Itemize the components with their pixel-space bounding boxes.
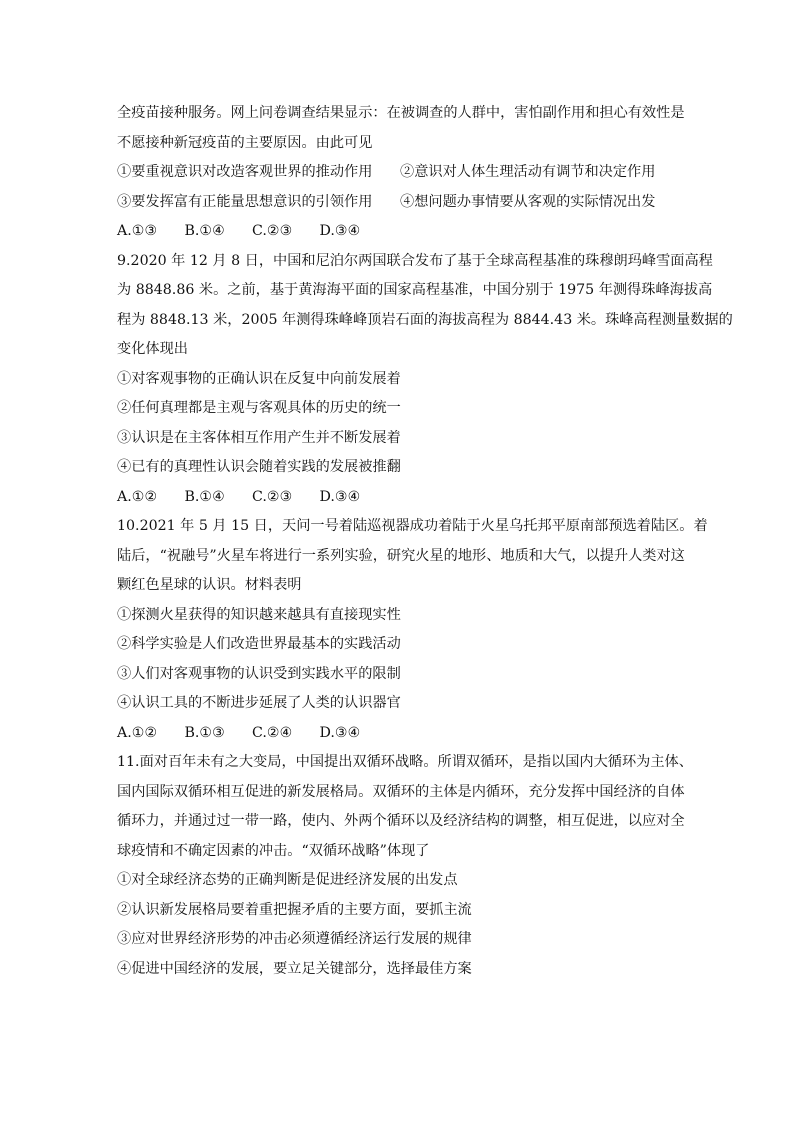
- question-11-option-1: ①对全球经济态势的正确判断是促进经济发展的出发点: [117, 872, 458, 888]
- question-9: [117, 247, 733, 513]
- question-10-stem-line-3: 颗红色星球的认识。材料表明: [117, 577, 302, 593]
- question-9-option-3: ③认识是在主客体相互作用产生并不断发展着: [117, 429, 401, 446]
- question-10-option-3: ③人们对客观事物的认识受到实践水平的限制: [117, 665, 401, 682]
- question-9-answer-b: B.①④: [184, 488, 225, 505]
- question-9-stem-line-3: 程为 8848.13 米，2005 年测得珠峰峰顶岩石面的海拔高程为 8844.43 米。珠峰高程测量数据的: [117, 311, 733, 328]
- question-8-options-row-2: [117, 188, 682, 218]
- question-9-option-2: ②任何真理都是主观与客观具体的历史的统一: [117, 400, 401, 416]
- question-9-option-1: ①对客观事物的正确认识在反复中向前发展着: [117, 370, 401, 387]
- question-10-answers: [117, 719, 682, 749]
- question-8-option-2: ②意识对人体生理活动有调节和决定作用: [400, 164, 656, 180]
- question-9-answer-c: C.②③: [252, 488, 293, 505]
- question-8-answer-c: C.②③: [252, 223, 293, 239]
- question-9-option-4: ④已有的真理性认识会随着实践的发展被推翻: [117, 459, 401, 475]
- question-10-option-1: ①探测火星获得的知识越来越具有直接现实性: [117, 606, 401, 623]
- question-10: [117, 512, 708, 748]
- question-9-answers: [117, 483, 682, 513]
- question-9-answer-d: D.③④: [319, 488, 361, 505]
- question-8-option-1: ①要重视意识对改造客观世界的推动作用: [117, 164, 373, 180]
- question-9-answer-a: A.①②: [117, 488, 158, 505]
- question-8-answer-d: D.③④: [319, 223, 361, 239]
- question-9-stem-line-4: 变化体现出: [117, 341, 188, 357]
- question-10-answer-b: B.①③: [184, 724, 225, 741]
- question-11-option-4: ④促进中国经济的发展，要立足关键部分，选择最佳方案: [117, 960, 472, 977]
- question-10-option-2: ②科学实验是人们改造世界最基本的实践活动: [117, 636, 401, 652]
- question-11-stem-line-3: 循环力，并通过过一带一路，使内、外两个循环以及经济结构的调整，相互促进，以应对全: [117, 813, 685, 829]
- question-11-option-2: ②认识新发展格局要着重把握矛盾的主要方面，要抓主流: [117, 901, 472, 918]
- question-10-answer-d: D.③④: [319, 724, 361, 741]
- question-8: [117, 99, 685, 247]
- question-8-answer-b: B.①④: [184, 223, 225, 239]
- question-9-stem-line-2: 为 8848.86 米。之前，基于黄海海平面的国家高程基准，中国分别于 1975 年测得珠峰海拔高: [117, 282, 713, 298]
- question-8-answers: [117, 217, 682, 247]
- question-10-option-4: ④认识工具的不断进步延展了人类的认识器官: [117, 695, 401, 711]
- question-10-stem-line-2: 陆后，“祝融号”火星车将进行一系列实验，研究火星的地形、地质和大气，以提升人类对这: [117, 547, 685, 564]
- question-10-answer-c: C.②④: [252, 724, 293, 741]
- question-8-answer-a: A.①③: [117, 223, 158, 239]
- question-10-answer-a: A.①②: [117, 724, 158, 741]
- question-11-option-3: ③应对世界经济形势的冲击必须遵循经济运行发展的规律: [117, 931, 472, 947]
- question-8-stem-line-1: 全疫苗接种服务。网上问卷调查结果显示：在被调查的人群中，害怕副作用和担心有效性是: [117, 105, 685, 121]
- question-8-options-row-1: [117, 158, 682, 188]
- question-11-stem-line-4: 球疫情和不确定因素的冲击。“双循环战略”体现了: [117, 842, 430, 859]
- question-11-stem-line-2: 国内国际双循环相互促进的新发展格局。双循环的主体是内循环，充分发挥中国经济的自体: [117, 783, 685, 800]
- question-8-stem-line-2: 不愿接种新冠疫苗的主要原因。由此可见: [117, 134, 373, 151]
- question-9-stem-line-1: 9.2020 年 12 月 8 日，中国和尼泊尔两国联合发布了基于全球高程基准的珠穆朗玛峰雪面高程: [117, 252, 713, 269]
- question-10-stem-line-1: 10.2021 年 5 月 15 日，天问一号着陆巡视器成功着陆于火星乌托邦平原南部预选着陆区。着: [117, 518, 708, 534]
- question-8-option-3: ③要发挥富有正能量思想意识的引领作用: [117, 193, 373, 210]
- exam-content: [117, 99, 733, 984]
- question-11: [117, 748, 693, 984]
- question-11-stem-line-1: 11.面对百年未有之大变局，中国提出双循环战略。所谓双循环，是指以国内大循环为主体、: [117, 754, 693, 770]
- question-8-option-4: ④想问题办事情要从客观的实际情况出发: [400, 193, 656, 210]
